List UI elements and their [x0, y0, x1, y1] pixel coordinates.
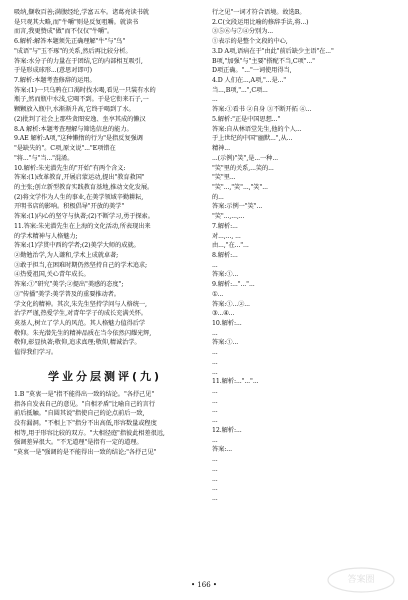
section-title: 学业分层测评(九) [47, 369, 163, 383]
right-line: ...(示例)"笑",是...一种... [212, 154, 278, 162]
right-line: ①... [212, 290, 224, 298]
left-top-line: 答案:①"研究"美学;②提出"美感的态度"; [14, 281, 124, 289]
right-line: ... [212, 436, 218, 444]
left-top-line: 11.答案:朱光潜先生在上海的文化活动,所表现出来 [14, 222, 151, 230]
right-line: 答案:自从林语堂先生,他的个人... [212, 125, 302, 133]
left-top-line: 于是形成球形...(意思对即可) [14, 67, 92, 75]
right-text [212, 8, 394, 504]
watermark-text: 答案圈 [347, 575, 375, 585]
right-line: 的... [212, 193, 224, 201]
right-line: ... [212, 456, 218, 464]
left-bottom-line: 1.B "莫衷一是"指不能得出一致的结论。"各抒己见" [14, 390, 155, 398]
left-top-line: 9.AE 解析:A项,"这种懒惰的行为"是指反复强调 [14, 135, 143, 143]
left-bottom-line: "莫衷一是"强调的是不能得出一致的结论;"各抒己见" [14, 449, 157, 457]
right-line: "笑"...,...,... [212, 213, 245, 221]
left-top-line: 的学术精神与人格魅力; [14, 232, 78, 240]
left-top-line: 值得我们学习。 [14, 349, 58, 357]
left-column [14, 8, 196, 458]
left-top-line: ②勤勉治学,为人谦和,学术上成就卓著; [14, 251, 119, 259]
left-bottom-line: 没有漏洞。"不相上下"指分不出高低,形容数量或程度 [14, 420, 157, 428]
right-line: ... [212, 388, 218, 396]
right-line: 答案:示例一"笑"... [212, 203, 263, 211]
right-column [212, 8, 394, 504]
right-line: D项正确。"..."一词使用得当, [212, 67, 292, 75]
left-top-line: "将..."与"当..."混淆。 [14, 154, 74, 162]
left-top-line: ④热爱祖国,关心青年成长。 [14, 271, 90, 279]
right-line: ... [212, 329, 218, 337]
right-line: 2.C(文段运用比喻的修辞手法,将...) [212, 18, 309, 26]
left-top-line: 答案:水分子的力量在于团结,它的内部相互吸引, [14, 57, 143, 65]
left-top-line: 莫基人,树立了学人的风范。其人格魅力值得后学 [14, 320, 146, 327]
left-top-line: 敬仰,彰显执著;敬仰,追求真理;敬仰,精诚治学。 [14, 339, 141, 347]
left-top-line: 7.解析:本题考查修辞的运用。 [14, 77, 96, 85]
left-bottom-line: 指各自发表自己的意见。"自相矛盾"比喻自己的言行 [14, 400, 155, 408]
right-line: ... [212, 465, 218, 473]
left-bottom-line: 强调差异很大。"不无道理"是指有一定的道理。 [14, 439, 143, 447]
right-line: 11.解析:..."..."... [212, 378, 259, 386]
right-line: ①表示的是整个文段的中心, [212, 38, 288, 46]
left-top-line: 敬仰。朱光潜先生的精神品质在当今依然闪耀光辉, [14, 329, 152, 337]
left-top-line: 答案:(1)内心的坚守与执著;(2)不断学习,勇于探索。 [14, 213, 154, 221]
right-line: ... [212, 96, 218, 104]
right-line: 于上世纪的中国"幽默...",从... [212, 135, 293, 143]
watermark-stamp [326, 566, 396, 594]
right-line: "笑"...,"笑"...,"笑"... [212, 183, 268, 191]
right-line: ... [212, 417, 218, 425]
left-top-line: 颗颗放入瓶中,水渐渐升高,它终于喝到了水。 [14, 106, 135, 114]
right-line: 对...,..., ... [212, 232, 241, 240]
left-top-line: "成语"与"玉不琢"的关系,然后再比较分析。 [14, 47, 132, 55]
right-line: 答案:①... [212, 339, 239, 347]
left-top-line: 吸纳,撷收百善;满腹经纶,学富五车。诸葛亮读书就 [14, 9, 149, 16]
right-line: "笑"里的关系,...笑的... [212, 164, 274, 172]
right-line: 答案:①...②... [212, 300, 250, 308]
left-top-line: ③敢于担当,在困难时期仍然坚持自己的学术追求; [14, 261, 148, 269]
right-line: 12.解析:... [212, 426, 242, 434]
right-line: 当...,B项,"...",C项... [212, 86, 268, 94]
left-top-line: 瓶子,然而瓶中水浅,它喝不到。于是它衔来石子,一 [14, 96, 149, 104]
right-line: B项,"加强"与"主要"搭配不当,C项"..." [212, 57, 315, 65]
right-line: 行之见"一词才符合语境。故选B。 [212, 9, 306, 16]
right-line: 8.解析:... [212, 251, 238, 259]
right-line: ... [212, 397, 218, 405]
left-top-line: 而言,我更赞成"做"而不仅仅"牛嚼"。 [14, 28, 114, 36]
right-line: ... [212, 261, 218, 269]
right-line: 答案:①看书 ②自身 ③不断开拓 ④... [212, 106, 312, 114]
right-line: "笑"里... [212, 174, 236, 182]
right-line: 精神... [212, 145, 230, 153]
left-top-line: 开明书店的影响。积极倡导"开放的美学" [14, 203, 125, 211]
right-line: 答案:①... [212, 271, 239, 279]
right-line: ... [212, 475, 218, 483]
right-line: ③⑤⑥与⑦④分别为... [212, 28, 274, 36]
right-line: 4.D 人们在...,A项,"...是..." [212, 77, 287, 85]
right-line: ... [212, 349, 218, 357]
right-line: ... [212, 407, 218, 415]
right-line: 10.解析:... [212, 320, 242, 327]
right-line: 9.解析:..."..."... [212, 281, 255, 289]
right-line: 由...,"在..."... [212, 242, 249, 250]
left-bottom-line: 相等,用于形容比较的双方。"大相径庭"指彼此相差很远, [14, 429, 165, 437]
right-line: ... [212, 368, 218, 376]
left-top-line: 答案:(1)一只乌鸦在口渴时找水喝,看见一只装有水的 [14, 86, 156, 94]
left-top-line: (2)批判了社会上那些贪图安逸、坐享其成的懒汉 [14, 115, 146, 123]
left-top-line: 10.解析:朱光潜先生的"开始"有两个含义: [14, 164, 126, 172]
right-line: ③...④... [212, 310, 235, 318]
left-top-line: 的主张;创立新型教育实践教育基地,推动文化发展。 [14, 183, 154, 191]
right-line: ... [212, 485, 218, 493]
left-top-line: ③"传播"美学:美学普及的重要推动者。 [14, 290, 120, 298]
right-line: 7.解析:... [212, 222, 238, 230]
left-bottom-line: 前后抵触。"自圆其说"指使自己的论点前后一致, [14, 410, 145, 418]
right-line: 5.解析:"正是中国思想..." [212, 115, 281, 123]
right-line: 答案:... [212, 446, 232, 454]
left-top-text [14, 8, 196, 358]
left-top-line: 6.解析:解答本题须先正确理解"牛"与"鸟" [14, 38, 126, 46]
left-top-line: 8.A 解析:本题考查理解与筛选信息的能力。 [14, 125, 133, 133]
left-top-line: 答案:(1)学贯中西的学者;(2)美学大师的成就。 [14, 242, 140, 250]
right-line: ... [212, 358, 218, 366]
right-line: 3.D A项,语病在于"由此"前后缺少主语"在..." [212, 47, 334, 55]
left-top-line: 答案:(1)改革教育,开展启蒙运动,提出"教育救国" [14, 174, 145, 182]
left-top-line: "是缺失的"。C项,原文说"..."E项错在 [14, 145, 116, 153]
page-number: • 166 • [190, 581, 218, 589]
right-line: ... [212, 494, 218, 502]
left-top-line: (2)将文学作为人生的事业,在美学领域辛勤耕耘, [14, 193, 144, 201]
left-top-line: 学文化的精神。其次,朱先生坚持学问与人格统一, [14, 300, 147, 308]
left-top-line: 是只观其大略,而"牛嚼"则是反复咀嚼。就读书 [14, 18, 139, 26]
left-top-line: 治学严谨,热爱学生,对青年学子的成长充满关怀。 [14, 310, 147, 318]
left-bottom-text [14, 390, 196, 458]
